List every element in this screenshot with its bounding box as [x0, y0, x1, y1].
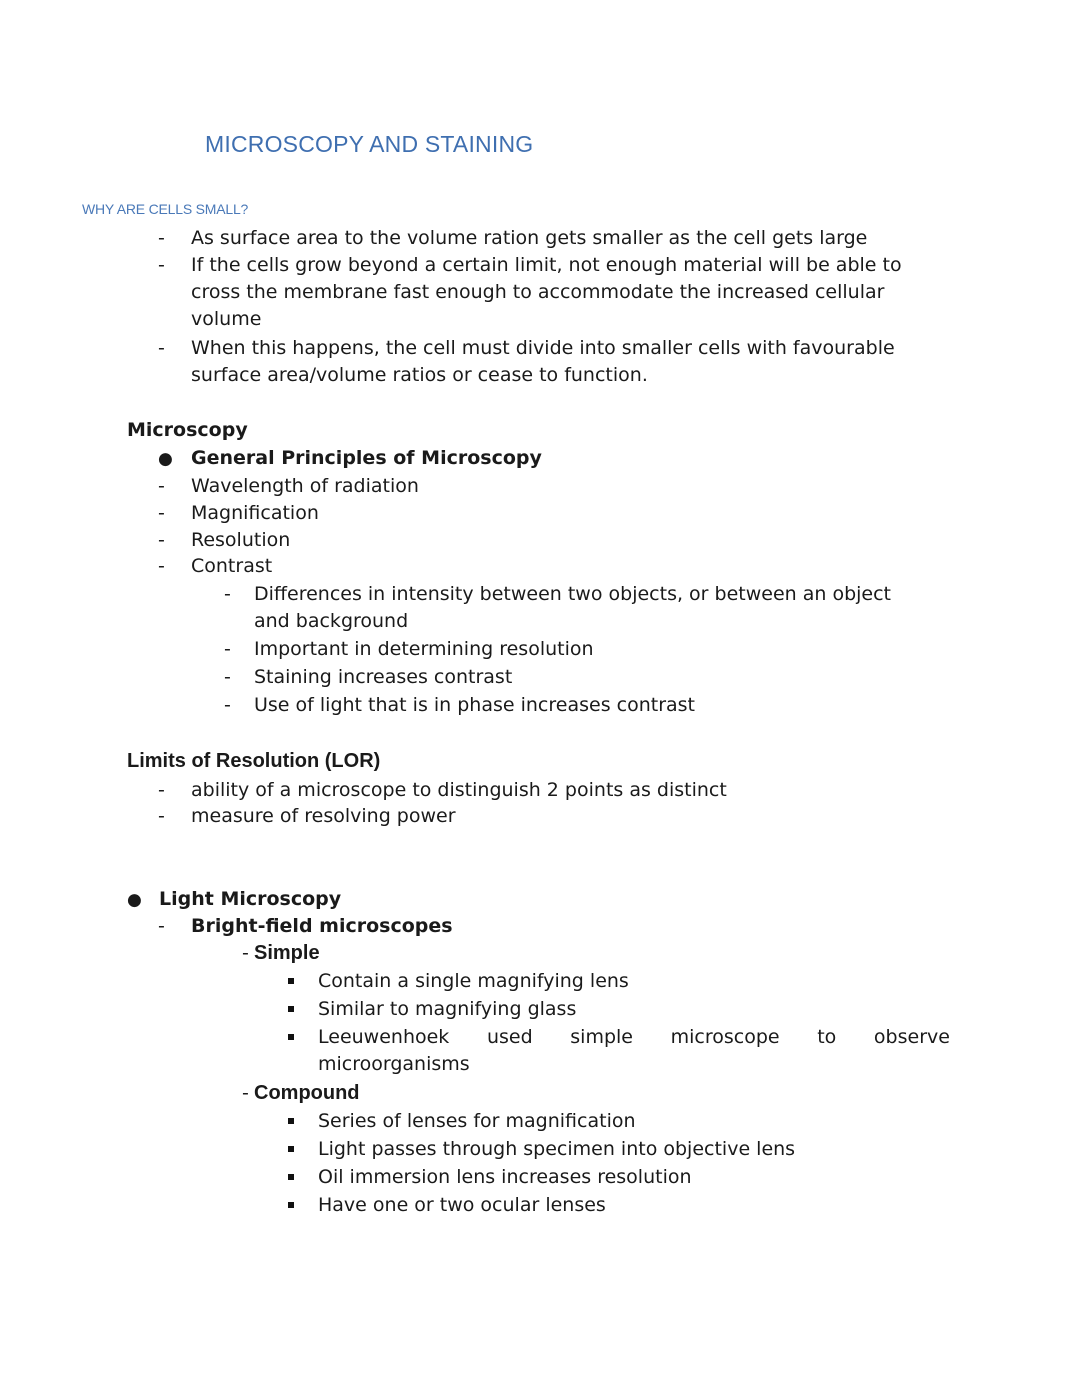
list-item: Have one or two ocular lenses: [318, 1194, 606, 1216]
list-item: When this happens, the cell must divide into smaller cells with favourable: [191, 337, 895, 359]
list-item-continuation: volume: [191, 308, 262, 330]
subheading-general-principles: General Principles of Microscopy: [191, 447, 542, 469]
subheading-compound: Compound: [254, 1082, 360, 1104]
square-bullet: [288, 1034, 294, 1040]
dash-marker: -: [158, 227, 165, 249]
square-bullet: [288, 1174, 294, 1180]
list-item-continuation: microorganisms: [318, 1053, 470, 1075]
square-bullet: [288, 1118, 294, 1124]
subheading-simple: Simple: [254, 942, 320, 964]
square-bullet: [288, 978, 294, 984]
list-item: If the cells grow beyond a certain limit, not enough material will be able to: [191, 254, 902, 276]
dash-marker: -: [158, 915, 165, 937]
list-item-continuation: cross the membrane fast enough to accommodate the increased cellular: [191, 281, 885, 303]
dash-marker: -: [158, 502, 165, 524]
list-item: measure of resolving power: [191, 805, 456, 827]
dash-marker: -: [242, 1082, 249, 1104]
list-item: Wavelength of radiation: [191, 475, 419, 497]
dash-marker: -: [158, 337, 165, 359]
list-item: Magnification: [191, 502, 319, 524]
list-item: Series of lenses for magnification: [318, 1110, 636, 1132]
word: simple: [570, 1026, 633, 1048]
list-item: Resolution: [191, 529, 291, 551]
list-item: Contain a single magnifying lens: [318, 970, 629, 992]
subheading-bright-field: Bright-field microscopes: [191, 915, 453, 937]
sub-list-item-continuation: and background: [254, 610, 409, 632]
dash-marker: -: [224, 638, 231, 660]
list-item: Contrast: [191, 555, 273, 577]
dash-marker: -: [158, 529, 165, 551]
sub-list-item: Important in determining resolution: [254, 638, 594, 660]
justified-line: [318, 1026, 950, 1048]
list-item: As surface area to the volume ration gets smaller as the cell gets large: [191, 227, 868, 249]
sub-list-item: Use of light that is in phase increases contrast: [254, 694, 695, 716]
square-bullet: [288, 1202, 294, 1208]
section-heading-light-microscopy: Light Microscopy: [159, 888, 342, 910]
section-heading-why-cells-small: WHY ARE CELLS SMALL?: [82, 201, 249, 217]
dash-marker: -: [158, 254, 165, 276]
bullet-dot: ●: [158, 449, 173, 469]
dash-marker: -: [158, 555, 165, 577]
square-bullet: [288, 1146, 294, 1152]
list-item-continuation: surface area/volume ratios or cease to function.: [191, 364, 648, 386]
word: used: [486, 1026, 533, 1048]
word: Leeuwenhoek: [318, 1026, 450, 1048]
word: microscope: [670, 1026, 780, 1048]
page-title: MICROSCOPY AND STAINING: [205, 131, 534, 157]
dash-marker: -: [158, 805, 165, 827]
square-bullet: [288, 1006, 294, 1012]
list-item: ability of a microscope to distinguish 2 points as distinct: [191, 779, 727, 801]
dash-marker: -: [158, 779, 165, 801]
dash-marker: -: [158, 475, 165, 497]
dash-marker: -: [224, 583, 231, 605]
dash-marker: -: [224, 666, 231, 688]
sub-list-item: Staining increases contrast: [254, 666, 513, 688]
section-heading-lor: Limits of Resolution (LOR): [127, 750, 381, 772]
sub-list-item: Differences in intensity between two objects, or between an object: [254, 583, 891, 605]
list-item: Oil immersion lens increases resolution: [318, 1166, 692, 1188]
word: observe: [873, 1026, 950, 1048]
dash-marker: -: [242, 942, 249, 964]
dash-marker: -: [224, 694, 231, 716]
word: to: [817, 1026, 837, 1048]
bullet-dot: ●: [127, 890, 142, 910]
section-heading-microscopy: Microscopy: [127, 419, 248, 441]
list-item: Light passes through specimen into objective lens: [318, 1138, 796, 1160]
list-item: Similar to magnifying glass: [318, 998, 577, 1020]
